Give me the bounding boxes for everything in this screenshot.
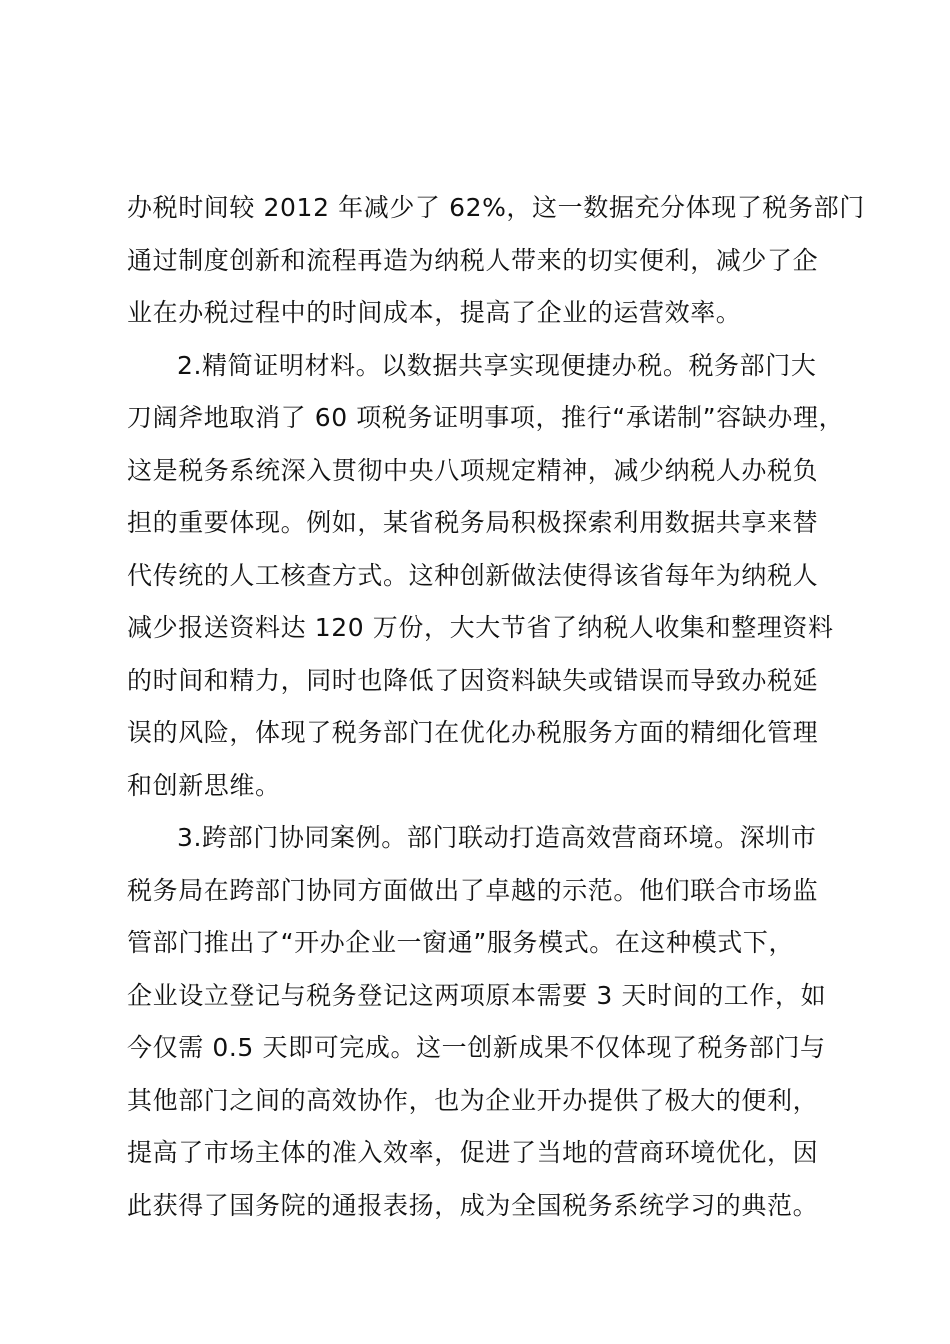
paragraph-3-first-line: 3.跨部门协同案例。部门联动打造高效营商环境。深圳市 [177, 823, 817, 852]
text-line: 代传统的人工核查方式。这种创新做法使得该省每年为纳税人 [127, 560, 819, 590]
text-line: 企业设立登记与税务登记这两项原本需要 3 天时间的工作，如 [127, 980, 827, 1010]
paragraph-2-first-line: 2.精简证明材料。以数据共享实现便捷办税。税务部门大 [177, 350, 817, 380]
text-line: 减少报送资料达 120 万份，大大节省了纳税人收集和整理资料 [127, 613, 834, 642]
body-text [127, 182, 867, 1232]
text-line: 其他部门之间的高效协作，也为企业开办提供了极大的便利， [127, 1085, 819, 1115]
text-line: 税务局在跨部门协同方面做出了卓越的示范。他们联合市场监 [127, 875, 819, 905]
text-line: 办税时间较 2012 年减少了 62%，这一数据充分体现了税务部门 [127, 193, 865, 222]
text-line: 通过制度创新和流程再造为纳税人带来的切实便利，减少了企 [127, 245, 819, 275]
text-line: 的时间和精力，同时也降低了因资料缺失或错误而导致办税延 [127, 665, 819, 695]
text-line: 业在办税过程中的时间成本，提高了企业的运营效率。 [127, 298, 742, 327]
text-line: 提高了市场主体的准入效率，促进了当地的营商环境优化，因 [127, 1138, 819, 1167]
text-line: 担的重要体现。例如，某省税务局积极探索利用数据共享来替 [127, 508, 819, 537]
text-line: 刀阔斧地取消了 60 项税务证明事项，推行“承诺制”容缺办理， [127, 403, 845, 432]
text-line: 这是税务系统深入贯彻中央八项规定精神，减少纳税人办税负 [127, 455, 819, 485]
text-line: 和创新思维。 [127, 770, 281, 800]
text-line: 今仅需 0.5 天即可完成。这一创新成果不仅体现了税务部门与 [127, 1033, 826, 1062]
text-line: 误的风险，体现了税务部门在优化办税服务方面的精细化管理 [127, 718, 819, 747]
text-line: 管部门推出了“开办企业一窗通”服务模式。在这种模式下， [127, 928, 795, 957]
text-line: 此获得了国务院的通报表扬，成为全国税务系统学习的典范。 [127, 1190, 819, 1220]
